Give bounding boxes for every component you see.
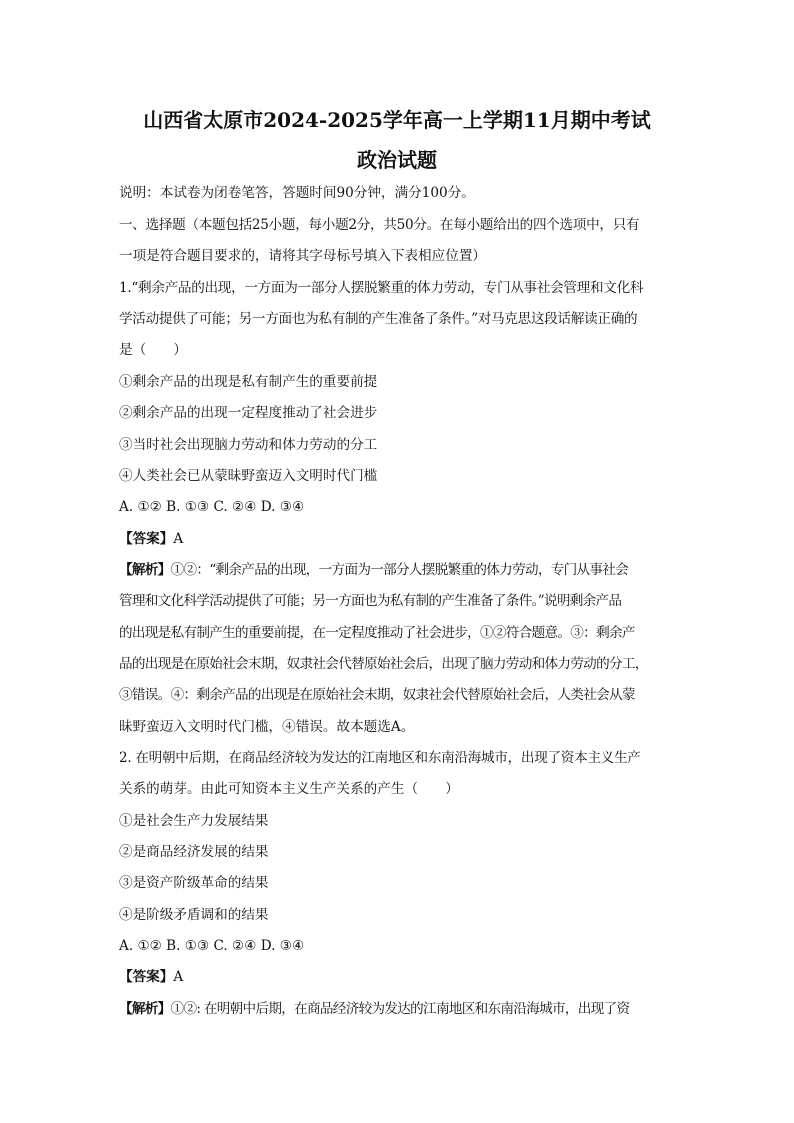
q1-stem-line: 1.“剩余产品的出现，一方面为一部分人摆脱繁重的体力劳动，专门从事社会管理和文化科 — [119, 280, 644, 296]
q1-stem-line: 学活动提供了可能；另一方面也为私有制的产生准备了条件。”对马克思这段话解读正确的 — [119, 311, 638, 327]
q1-analysis-line: 管理和文化科学活动提供了可能；另一方面也为私有制的产生准备了条件。”说明剩余产品 — [119, 593, 622, 609]
q2-analysis — [119, 1000, 629, 1018]
q2-answer — [119, 968, 183, 986]
q1-analysis-line: ③错误。④：剩余产品的出现是在原始社会末期，奴隶社会代替原始社会后，人类社会从蒙 — [119, 687, 635, 703]
analysis-label: 【解析】 — [119, 562, 171, 578]
q1-analysis — [119, 561, 628, 579]
q1-option: ②剩余产品的出现一定程度推动了社会进步 — [119, 405, 378, 421]
q1-choices: A. ①② B. ①③ C. ②④ D. ③④ — [119, 499, 305, 515]
q2-stem-line: 关系的萌芽。由此可知资本主义生产关系的产生（ ） — [119, 781, 459, 797]
q2-choices: A. ①② B. ①③ C. ②④ D. ③④ — [119, 938, 305, 954]
q2-option: ③是资产阶级革命的结果 — [119, 875, 269, 891]
section-heading: 一、选择题（本题包括25小题，每小题2分，共50分。在每小题给出的四个选项中，只有 — [119, 217, 640, 233]
q1-option: ①剩余产品的出现是私有制产生的重要前提 — [119, 374, 378, 390]
answer-value: A — [173, 969, 184, 985]
q2-option: ②是商品经济发展的结果 — [119, 844, 269, 860]
q1-analysis-line: 昧野蛮迈入文明时代门槛，④错误。故本题选A。 — [119, 719, 415, 735]
section-heading-cont: 一项是符合题目要求的，请将其字母标号填入下表相应位置） — [119, 248, 487, 264]
q1-analysis-line: 品的出现是在原始社会末期，奴隶社会代替原始社会后，出现了脑力劳动和体力劳动的分工， — [119, 656, 648, 672]
q1-stem-line: 是（ ） — [119, 342, 187, 358]
q1-answer — [119, 530, 183, 548]
answer-label: 【答案】 — [119, 969, 174, 985]
q1-analysis-line: 的出现是私有制产生的重要前提，在一定程度推动了社会进步，①②符合题意。③：剩余产 — [119, 625, 635, 641]
analysis-line: ①②: 在明朝中后期，在商品经济较为发达的江南地区和东南沿海城市，出现了资 — [170, 1001, 630, 1017]
q2-stem-line: 2. 在明朝中后期，在商品经济较为发达的江南地区和东南沿海城市，出现了资本主义生产 — [119, 750, 641, 766]
q1-option: ③当时社会出现脑力劳动和体力劳动的分工 — [119, 437, 378, 453]
analysis-line: ①②：“剩余产品的出现，一方面为一部分人摆脱繁重的体力劳动，专门从事社会 — [170, 562, 629, 578]
page-title: 山西省太原市2024-2025学年高一上学期11月期中考试 — [143, 108, 651, 132]
page-subtitle: 政治试题 — [357, 148, 437, 172]
answer-value: A — [173, 531, 184, 547]
q1-option: ④人类社会已从蒙昧野蛮迈入文明时代门槛 — [119, 468, 378, 484]
exam-instructions: 说明：本试卷为闭卷笔答，答题时间90分钟，满分100分。 — [119, 185, 475, 201]
q2-option: ④是阶级矛盾调和的结果 — [119, 907, 269, 923]
answer-label: 【答案】 — [119, 531, 174, 547]
q2-option: ①是社会生产力发展结果 — [119, 813, 269, 829]
analysis-label: 【解析】 — [119, 1001, 171, 1017]
